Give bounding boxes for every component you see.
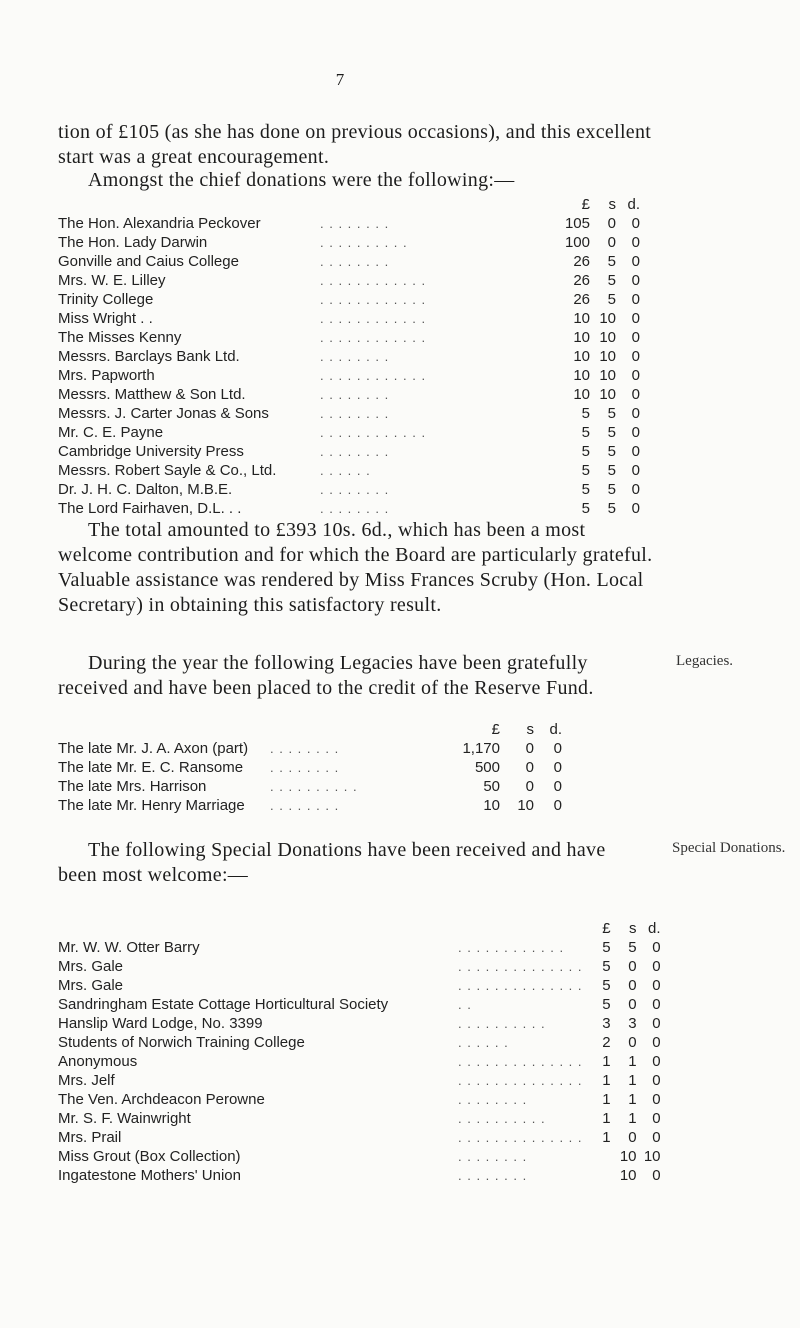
pence-cell: 0 bbox=[553, 797, 562, 814]
shillings-cell: 0 bbox=[607, 234, 616, 251]
pounds-cell: 5 bbox=[602, 939, 611, 956]
page-number: 7 bbox=[335, 70, 345, 89]
ledger-row bbox=[58, 252, 640, 271]
total-paragraph bbox=[58, 518, 658, 618]
ledger-row bbox=[58, 957, 661, 976]
pounds-cell: 5 bbox=[581, 443, 590, 460]
donor-name: Hanslip Ward Lodge, No. 3399 bbox=[58, 1015, 263, 1032]
total-text: The total amounted to £393 10s. 6d., which has been a most welcome contribution and for which the Board are particularly grateful. Valuable assistance was rendered by Miss Frances Scruby (Hon. Local Secretary) in obtaining this satisfactory result. bbox=[58, 519, 653, 616]
ledger-row bbox=[58, 328, 640, 347]
pence-cell: 0 bbox=[652, 1091, 661, 1108]
leader-dots: . . . . . . . . bbox=[458, 1092, 528, 1107]
donor-name: Anonymous bbox=[58, 1053, 138, 1070]
shillings-cell: 5 bbox=[628, 939, 637, 956]
pounds-cell: 26 bbox=[573, 272, 590, 289]
ledger-row bbox=[58, 309, 640, 328]
shillings-cell: 5 bbox=[607, 253, 616, 270]
pounds-cell: 1,170 bbox=[462, 740, 500, 757]
ledger-row bbox=[58, 480, 640, 499]
currency-header-row bbox=[58, 195, 640, 214]
pounds-cell: 105 bbox=[564, 215, 590, 232]
donor-name: Messrs. J. Carter Jonas & Sons bbox=[58, 405, 269, 422]
donor-name: Mrs. Prail bbox=[58, 1129, 122, 1146]
pounds-cell: 1 bbox=[602, 1110, 611, 1127]
special-donations-intro bbox=[58, 838, 648, 888]
pence-cell: 0 bbox=[631, 500, 640, 517]
legacies-intro bbox=[58, 651, 658, 701]
donor-name: The late Mrs. Harrison bbox=[58, 778, 207, 795]
ledger-row bbox=[58, 366, 640, 385]
pence-cell: 0 bbox=[652, 1129, 661, 1146]
donations-intro-text: Amongst the chief donations were the following:— bbox=[88, 169, 515, 191]
shillings-cell: 5 bbox=[607, 272, 616, 289]
pounds-header: £ bbox=[581, 196, 590, 213]
leader-dots: . . . . . . . . . . . . bbox=[320, 368, 427, 383]
pence-cell: 10 bbox=[643, 1148, 661, 1165]
donor-name: Mrs. Gale bbox=[58, 977, 124, 994]
pounds-cell: 26 bbox=[573, 253, 590, 270]
pounds-cell: 1 bbox=[602, 1072, 611, 1089]
donor-name: The late Mr. Henry Marriage bbox=[58, 797, 245, 814]
donor-name: Miss Wright . . bbox=[58, 310, 153, 327]
shillings-cell: 1 bbox=[628, 1072, 637, 1089]
leader-dots: . . . . . . . . . . . . . . bbox=[458, 978, 583, 993]
pounds-cell: 1 bbox=[602, 1129, 611, 1146]
ledger-row bbox=[58, 1166, 661, 1185]
pounds-cell: 1 bbox=[602, 1091, 611, 1108]
donor-name: Miss Grout (Box Collection) bbox=[58, 1148, 241, 1165]
ledger-row bbox=[58, 347, 640, 366]
leader-dots: . . . . . . . . bbox=[458, 1149, 528, 1164]
leader-dots: . . . . . . . . bbox=[320, 444, 390, 459]
pence-cell: 0 bbox=[652, 996, 661, 1013]
special-donations-margin-note: Special Donations. bbox=[672, 840, 786, 856]
leader-dots: . . bbox=[458, 997, 472, 1012]
shillings-cell: 5 bbox=[607, 481, 616, 498]
leader-dots: . . . . . . . . bbox=[320, 406, 390, 421]
shillings-cell: 10 bbox=[599, 348, 616, 365]
ledger-row bbox=[58, 995, 661, 1014]
pounds-cell: 5 bbox=[581, 424, 590, 441]
legacies-margin-note: Legacies. bbox=[676, 653, 734, 669]
shillings-cell: 1 bbox=[628, 1053, 637, 1070]
donor-name: Dr. J. H. C. Dalton, M.B.E. bbox=[58, 481, 233, 498]
donor-name: Mr. S. F. Wainwright bbox=[58, 1110, 191, 1127]
pence-cell: 0 bbox=[652, 1072, 661, 1089]
ledger-row bbox=[58, 290, 640, 309]
shillings-cell: 1 bbox=[628, 1110, 637, 1127]
leader-dots: . . . . . . bbox=[320, 463, 371, 478]
donor-name: The Lord Fairhaven, D.L. . . bbox=[58, 500, 242, 517]
pounds-cell: 100 bbox=[564, 234, 590, 251]
donor-name: Mr. C. E. Payne bbox=[58, 424, 164, 441]
ledger-row bbox=[58, 777, 562, 796]
pounds-cell: 50 bbox=[483, 778, 500, 795]
donor-name: Trinity College bbox=[58, 291, 154, 308]
pence-cell: 0 bbox=[631, 215, 640, 232]
ledger-row bbox=[58, 499, 640, 518]
leader-dots: . . . . . . . . . . . . bbox=[320, 273, 427, 288]
pence-cell: 0 bbox=[631, 291, 640, 308]
donor-name: Students of Norwich Training College bbox=[58, 1034, 305, 1051]
ledger-row bbox=[58, 404, 640, 423]
shillings-cell: 5 bbox=[607, 500, 616, 517]
ledger-row bbox=[58, 1109, 661, 1128]
donor-name: The Hon. Lady Darwin bbox=[58, 234, 208, 251]
pence-header: d. bbox=[627, 196, 640, 213]
ledger-row bbox=[58, 1090, 661, 1109]
shillings-cell: 10 bbox=[517, 797, 534, 814]
ledger-row bbox=[58, 976, 661, 995]
pounds-cell: 10 bbox=[573, 367, 590, 384]
ledger-row bbox=[58, 1014, 661, 1033]
ledger-row bbox=[58, 271, 640, 290]
ledger-row bbox=[58, 796, 562, 815]
leader-dots: . . . . . . . . bbox=[320, 349, 390, 364]
donor-name: Messrs. Matthew & Son Ltd. bbox=[58, 386, 246, 403]
special-intro-text: The following Special Donations have been received and have been most welcome:— bbox=[58, 839, 606, 886]
shillings-cell: 5 bbox=[607, 424, 616, 441]
pounds-cell: 5 bbox=[581, 500, 590, 517]
shillings-cell: 0 bbox=[628, 996, 637, 1013]
donor-name: Ingatestone Mothers' Union bbox=[58, 1167, 241, 1184]
shillings-cell: 0 bbox=[628, 1129, 637, 1146]
donor-name: The Ven. Archdeacon Perowne bbox=[58, 1091, 265, 1108]
leader-dots: . . . . . . . . . . . . bbox=[320, 292, 427, 307]
pence-cell: 0 bbox=[631, 367, 640, 384]
pence-cell: 0 bbox=[631, 443, 640, 460]
donor-name: Mrs. Papworth bbox=[58, 367, 155, 384]
ledger-row bbox=[58, 214, 640, 233]
shillings-cell: 0 bbox=[525, 740, 534, 757]
leader-dots: . . . . . . . . . . . . bbox=[320, 330, 427, 345]
pence-cell: 0 bbox=[652, 1034, 661, 1051]
leader-dots: . . . . . . bbox=[458, 1035, 509, 1050]
pence-cell: 0 bbox=[631, 386, 640, 403]
shillings-cell: 0 bbox=[628, 977, 637, 994]
ledger-row bbox=[58, 739, 562, 758]
donor-name: Mrs. Gale bbox=[58, 958, 124, 975]
donor-name: The late Mr. J. A. Axon (part) bbox=[58, 740, 249, 757]
pounds-cell: 5 bbox=[602, 996, 611, 1013]
leader-dots: . . . . . . . . . . bbox=[320, 235, 408, 250]
pence-header: d. bbox=[549, 721, 562, 738]
shillings-cell: 5 bbox=[607, 405, 616, 422]
leader-dots: . . . . . . . . . . . . bbox=[458, 940, 565, 955]
shillings-cell: 5 bbox=[607, 291, 616, 308]
pounds-cell: 10 bbox=[483, 797, 500, 814]
leader-dots: . . . . . . . . . . bbox=[458, 1016, 546, 1031]
shillings-cell: 0 bbox=[525, 759, 534, 776]
pence-cell: 0 bbox=[652, 1110, 661, 1127]
pence-cell: 0 bbox=[553, 740, 562, 757]
leader-dots: . . . . . . . . bbox=[270, 760, 340, 775]
pounds-cell: 500 bbox=[474, 759, 500, 776]
intro-paragraph: tion of £105 (as she has done on previous occasions), and this excellent start was a great encouragement. bbox=[58, 121, 652, 168]
donor-name: Mrs. W. E. Lilley bbox=[58, 272, 166, 289]
shillings-cell: 1 bbox=[628, 1091, 637, 1108]
donations-body bbox=[58, 214, 640, 518]
leader-dots: . . . . . . . . bbox=[320, 501, 390, 516]
pounds-cell: 2 bbox=[602, 1034, 611, 1051]
donor-name: Mr. W. W. Otter Barry bbox=[58, 939, 200, 956]
shillings-cell: 10 bbox=[599, 386, 616, 403]
shillings-cell: 3 bbox=[628, 1015, 637, 1032]
shillings-cell: 0 bbox=[628, 958, 637, 975]
chief-donations-table bbox=[58, 195, 640, 518]
donations-intro bbox=[58, 168, 658, 193]
ledger-row bbox=[58, 461, 640, 480]
donor-name: Mrs. Jelf bbox=[58, 1072, 115, 1089]
leader-dots: . . . . . . . . bbox=[320, 387, 390, 402]
pence-cell: 0 bbox=[652, 1167, 661, 1184]
pence-cell: 0 bbox=[631, 424, 640, 441]
pounds-cell: 5 bbox=[581, 462, 590, 479]
pounds-cell: 10 bbox=[573, 386, 590, 403]
ledger-row bbox=[58, 442, 640, 461]
donor-name: Cambridge University Press bbox=[58, 443, 244, 460]
leader-dots: . . . . . . . . . . bbox=[458, 1111, 546, 1126]
pence-cell: 0 bbox=[631, 272, 640, 289]
ledger-row bbox=[58, 1128, 661, 1147]
pence-cell: 0 bbox=[631, 462, 640, 479]
leader-dots: . . . . . . . . bbox=[320, 216, 390, 231]
pounds-cell: 10 bbox=[573, 329, 590, 346]
pence-cell: 0 bbox=[652, 977, 661, 994]
leader-dots: . . . . . . . . . . . . bbox=[320, 311, 427, 326]
pounds-cell: 10 bbox=[573, 348, 590, 365]
pence-cell: 0 bbox=[553, 778, 562, 795]
ledger-row bbox=[58, 1071, 661, 1090]
leader-dots: . . . . . . . . bbox=[320, 254, 390, 269]
pence-cell: 0 bbox=[652, 1053, 661, 1070]
legacies-body bbox=[58, 739, 562, 815]
special-donations-table bbox=[58, 919, 661, 1185]
leader-dots: . . . . . . . . . . . . . . bbox=[458, 1130, 583, 1145]
pence-cell: 0 bbox=[631, 310, 640, 327]
leader-dots: . . . . . . . . . . . . . . bbox=[458, 1054, 583, 1069]
ledger-row bbox=[58, 1033, 661, 1052]
leader-dots: . . . . . . . . bbox=[270, 741, 340, 756]
donor-name: Messrs. Barclays Bank Ltd. bbox=[58, 348, 240, 365]
donor-name: The late Mr. E. C. Ransome bbox=[58, 759, 244, 776]
shillings-header: s bbox=[526, 721, 534, 738]
pounds-header: £ bbox=[602, 920, 611, 937]
pence-cell: 0 bbox=[652, 958, 661, 975]
leader-dots: . . . . . . . . . . . . . . bbox=[458, 959, 583, 974]
pounds-cell: 3 bbox=[602, 1015, 611, 1032]
pence-cell: 0 bbox=[631, 329, 640, 346]
pence-cell: 0 bbox=[631, 253, 640, 270]
pounds-cell: 1 bbox=[602, 1053, 611, 1070]
special-body bbox=[58, 938, 661, 1185]
pence-cell: 0 bbox=[553, 759, 562, 776]
donor-name: Sandringham Estate Cottage Horticultural Society bbox=[58, 996, 389, 1013]
shillings-cell: 5 bbox=[607, 462, 616, 479]
ledger-row bbox=[58, 233, 640, 252]
pounds-cell: 5 bbox=[602, 958, 611, 975]
pence-cell: 0 bbox=[652, 1015, 661, 1032]
ledger-row bbox=[58, 1147, 661, 1166]
ledger-row bbox=[58, 758, 562, 777]
donor-name: Gonville and Caius College bbox=[58, 253, 239, 270]
pence-cell: 0 bbox=[631, 481, 640, 498]
leader-dots: . . . . . . . . bbox=[270, 798, 340, 813]
currency-header-row bbox=[58, 919, 661, 938]
shillings-cell: 5 bbox=[607, 443, 616, 460]
shillings-header: s bbox=[629, 920, 637, 937]
donor-name: The Hon. Alexandria Peckover bbox=[58, 215, 261, 232]
leader-dots: . . . . . . . . bbox=[458, 1168, 528, 1183]
shillings-cell: 10 bbox=[619, 1167, 637, 1184]
ledger-row bbox=[58, 385, 640, 404]
pence-cell: 0 bbox=[652, 939, 661, 956]
leader-dots: . . . . . . . . . . . . bbox=[320, 425, 427, 440]
legacies-intro-text: During the year the following Legacies have been gratefully received and have been placed to the credit of the Reserve Fund. bbox=[58, 652, 594, 699]
pounds-cell bbox=[583, 1166, 611, 1185]
ledger-row bbox=[58, 423, 640, 442]
shillings-cell: 10 bbox=[599, 367, 616, 384]
leader-dots: . . . . . . . . bbox=[320, 482, 390, 497]
shillings-cell: 10 bbox=[619, 1148, 637, 1165]
shillings-cell: 10 bbox=[599, 310, 616, 327]
pence-cell: 0 bbox=[631, 234, 640, 251]
pounds-cell: 10 bbox=[573, 310, 590, 327]
pounds-cell: 5 bbox=[581, 405, 590, 422]
pence-header: d. bbox=[648, 920, 661, 937]
shillings-cell: 10 bbox=[599, 329, 616, 346]
pounds-cell: 26 bbox=[573, 291, 590, 308]
shillings-cell: 0 bbox=[607, 215, 616, 232]
ledger-row bbox=[58, 938, 661, 957]
pence-cell: 0 bbox=[631, 405, 640, 422]
currency-header-row bbox=[58, 720, 562, 739]
shillings-cell: 0 bbox=[628, 1034, 637, 1051]
legacies-table bbox=[58, 720, 562, 815]
leader-dots: . . . . . . . . . . . . . . bbox=[458, 1073, 583, 1088]
shillings-header: s bbox=[608, 196, 616, 213]
donor-name: The Misses Kenny bbox=[58, 329, 182, 346]
leader-dots: . . . . . . . . . . bbox=[270, 779, 358, 794]
pounds-header: £ bbox=[491, 721, 500, 738]
pounds-cell: 5 bbox=[581, 481, 590, 498]
pounds-cell bbox=[583, 1147, 611, 1166]
ledger-row bbox=[58, 1052, 661, 1071]
pence-cell: 0 bbox=[631, 348, 640, 365]
pounds-cell: 5 bbox=[602, 977, 611, 994]
donor-name: Messrs. Robert Sayle & Co., Ltd. bbox=[58, 462, 277, 479]
shillings-cell: 0 bbox=[525, 778, 534, 795]
